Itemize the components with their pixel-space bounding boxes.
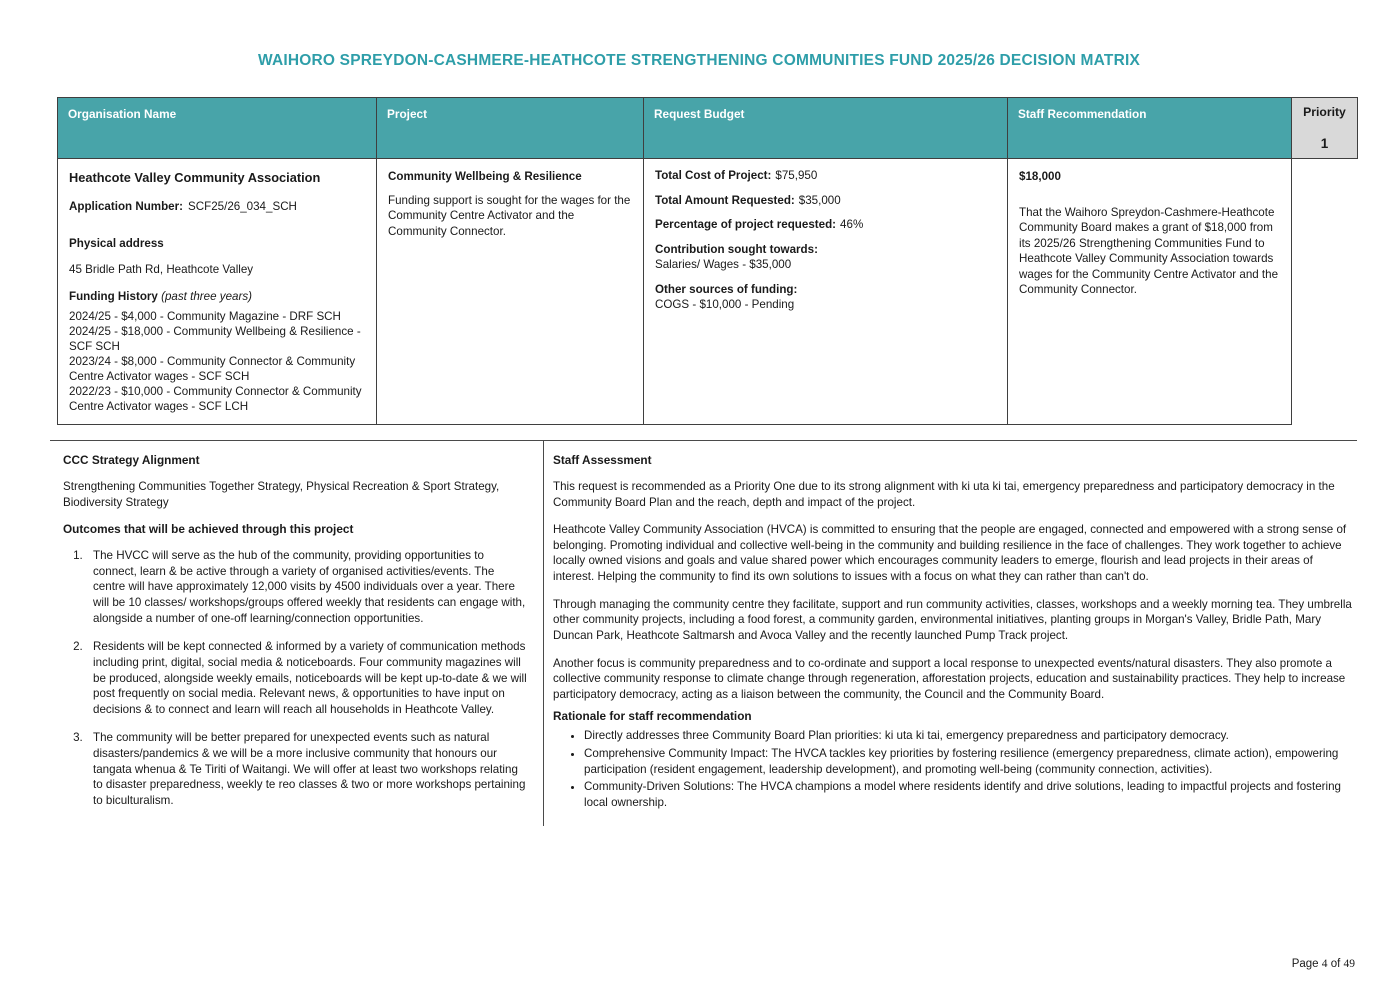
col-header-staff-recommendation: Staff Recommendation — [1008, 98, 1292, 159]
total-cost-line — [655, 168, 996, 184]
outcomes-list — [63, 548, 527, 809]
funding-history-label: Funding History — [69, 289, 158, 303]
funding-history-item: 2023/24 - $8,000 - Community Connector & Community Centre Activator wages - SCF SCH — [69, 355, 356, 384]
staff-recommendation-cell — [1008, 159, 1292, 425]
application-number-line — [69, 199, 365, 215]
other-sources-label: Other sources of funding: — [655, 282, 798, 296]
col-header-request-budget: Request Budget — [644, 98, 1008, 159]
assessment-section — [50, 440, 1357, 826]
application-number-value: SCF25/26_034_SCH — [188, 200, 297, 214]
funding-history-item: 2024/25 - $18,000 - Community Wellbeing & Resilience - SCF SCH — [69, 325, 361, 354]
decision-matrix-table — [57, 97, 1358, 425]
priority-column — [1292, 98, 1358, 159]
staff-assessment-heading: Staff Assessment — [553, 452, 652, 467]
project-description: Funding support is sought for the wages for the Community Centre Activator and the Community Connector. — [388, 193, 631, 238]
outcome-item: 1. The HVCC will serve as the hub of the community, providing opportunities to connect, learn & be active through a variety of organised activities/events. The centre will have approximately 12,000 visits by 4500 individuals over a year. There will be 10 classes/ workshops/groups offered weekly that residents can engage with, alongside a number of one-off learning/connection opportunities. — [86, 548, 527, 626]
staff-assessment-panel — [543, 441, 1357, 826]
funding-history-note: (past three years) — [161, 289, 252, 303]
percentage-label: Percentage of project requested: — [655, 218, 837, 232]
amount-requested-line — [655, 193, 996, 209]
col-header-project: Project — [377, 98, 644, 159]
rationale-item: • Directly addresses three Community Board Plan priorities: ki uta ki tai, emergency preparedness and participatory democracy. — [584, 728, 1353, 744]
outcome-item: 3. The community will be better prepared for unexpected events such as natural disasters/pandemics & we will be a more inclusive community that honours our tangata whenua & Te Tiriti of Waitangi. We will offer at least two workshops relating to disaster preparedness, weekly te reo classes & two or more workshops pertaining to biculturalism. — [86, 730, 527, 808]
organisation-name: Heathcote Valley Community Association — [69, 170, 321, 185]
other-sources-block — [655, 282, 996, 313]
total-cost-label: Total Cost of Project: — [655, 169, 772, 182]
amount-requested-label: Total Amount Requested: — [655, 193, 795, 207]
page-number — [1292, 958, 1355, 970]
project-name: Community Wellbeing & Resilience — [388, 170, 582, 183]
request-budget-cell — [644, 159, 1008, 425]
ccc-strategy-panel — [50, 441, 543, 826]
ccc-strategy-text: Strengthening Communities Together Strategy, Physical Recreation & Sport Strategy, Biodiversity Strategy — [63, 479, 500, 509]
col-header-organisation-name: Organisation Name — [58, 98, 377, 159]
total-cost-value: $75,950 — [775, 169, 818, 182]
outcomes-heading: Outcomes that will be achieved through this project — [63, 522, 354, 537]
ccc-strategy-heading: CCC Strategy Alignment — [63, 452, 200, 467]
table-row — [58, 159, 1358, 425]
recommendation-text: That the Waihoro Spreydon-Cashmere-Heathcote Community Board makes a grant of $18,000 from its 2025/26 Strengthening Communities Fund to Heathcote Valley Community Association towards wages for the Community Centre Activator and the Community Connector. — [1019, 205, 1279, 297]
priority-value: 1 — [1320, 136, 1329, 151]
project-cell — [377, 159, 644, 425]
rationale-list — [553, 728, 1353, 810]
amount-requested-value: $35,000 — [798, 193, 841, 207]
rationale-heading: Rationale for staff recommendation — [553, 708, 752, 723]
percentage-line — [655, 217, 996, 233]
organisation-cell — [58, 159, 377, 425]
assessment-paragraph: Another focus is community preparedness and to co-ordinate and support a local response to unexpected events/natural disasters. They also promote a collective community response to climate change through regeneration, afforestation projects, education and sustainability practices. They help to increase participatory democracy, acting as a liaison between the community, the Council and the Community Board. — [553, 656, 1346, 701]
outcome-item: 2. Residents will be kept connected & informed by a variety of communication methods including print, digital, social media & noticeboards. Four community magazines will be produced, alongside weekly emails, noticeboards will be kept up-to-date & we will post frequently on social media. Relevant news, & opportunities to have input on decisions & to connect and learn will reach all households in Heathcote Valley. — [86, 639, 527, 717]
application-number-label: Application Number: — [69, 200, 184, 214]
recommended-amount: $18,000 — [1019, 170, 1061, 183]
page-number-total: 49 — [1343, 958, 1355, 970]
funding-history-label-line — [69, 289, 365, 305]
assessment-paragraph: Heathcote Valley Community Association (HVCA) is committed to ensuring that the people are engaged, connected and empowered with a strong sense of belonging. Promoting individual and collective well-being in the community and building resilience in the face of challenges. They work together to achieve locally owned visions and goals and value shared power which encourages community leaders to emerge, flourish and lead projects in their areas of interest. Helping the community to find its own solutions to issues with a focus on what they can rather than can't do. — [553, 523, 1347, 584]
contribution-block — [655, 242, 996, 273]
physical-address-label: Physical address — [69, 236, 164, 250]
other-sources-value: COGS - $10,000 - Pending — [655, 298, 795, 312]
assessment-paragraph: Through managing the community centre they facilitate, support and run community activities, classes, workshops and a weekly morning tea. They umbrella other community projects, including a food forest, a community garden, environmental initiatives, planting groups in Morgan's Valley, Bridle Path, Mary Duncan Park, Heathcote Saltmarsh and Avoca Valley and the recently launched Pump Track project. — [553, 597, 1352, 642]
physical-address-value: 45 Bridle Path Rd, Heathcote Valley — [69, 263, 254, 277]
assessment-paragraph: This request is recommended as a Priority One due to its strong alignment with ki uta ki tai, emergency preparedness and participatory democracy in the Community Board Plan and the reach, depth and impact of the project. — [553, 479, 1335, 509]
rationale-item: • Comprehensive Community Impact: The HVCA tackles key priorities by fostering resilience (emergency preparedness, climate action), empowering participation (resident engagement, leadership development), and promoting well-being (community connection, activities). — [584, 746, 1353, 777]
funding-history-item: 2022/23 - $10,000 - Community Connector & Community Centre Activator wages - SCF LCH — [69, 385, 362, 413]
contribution-label: Contribution sought towards: — [655, 242, 818, 256]
page-number-of: of — [1330, 958, 1341, 970]
percentage-value: 46% — [840, 218, 864, 232]
funding-history-item: 2024/25 - $4,000 - Community Magazine - DRF SCH — [69, 310, 341, 324]
rationale-item: • Community-Driven Solutions: The HVCA champions a model where residents identify and drive solutions, leading to impactful projects and fostering local ownership. — [584, 779, 1353, 810]
funding-history-list — [69, 310, 365, 415]
page-title: WAIHORO SPREYDON-CASHMERE-HEATHCOTE STRENGTHENING COMMUNITIES FUND 2025/26 DECISION MATRIX — [257, 52, 1141, 69]
page-number-prefix: Page — [1291, 958, 1319, 970]
table-header-row — [58, 98, 1358, 159]
col-header-priority: Priority — [1303, 105, 1346, 119]
page-number-current: 4 — [1321, 958, 1328, 970]
contribution-value: Salaries/ Wages - $35,000 — [655, 258, 792, 272]
